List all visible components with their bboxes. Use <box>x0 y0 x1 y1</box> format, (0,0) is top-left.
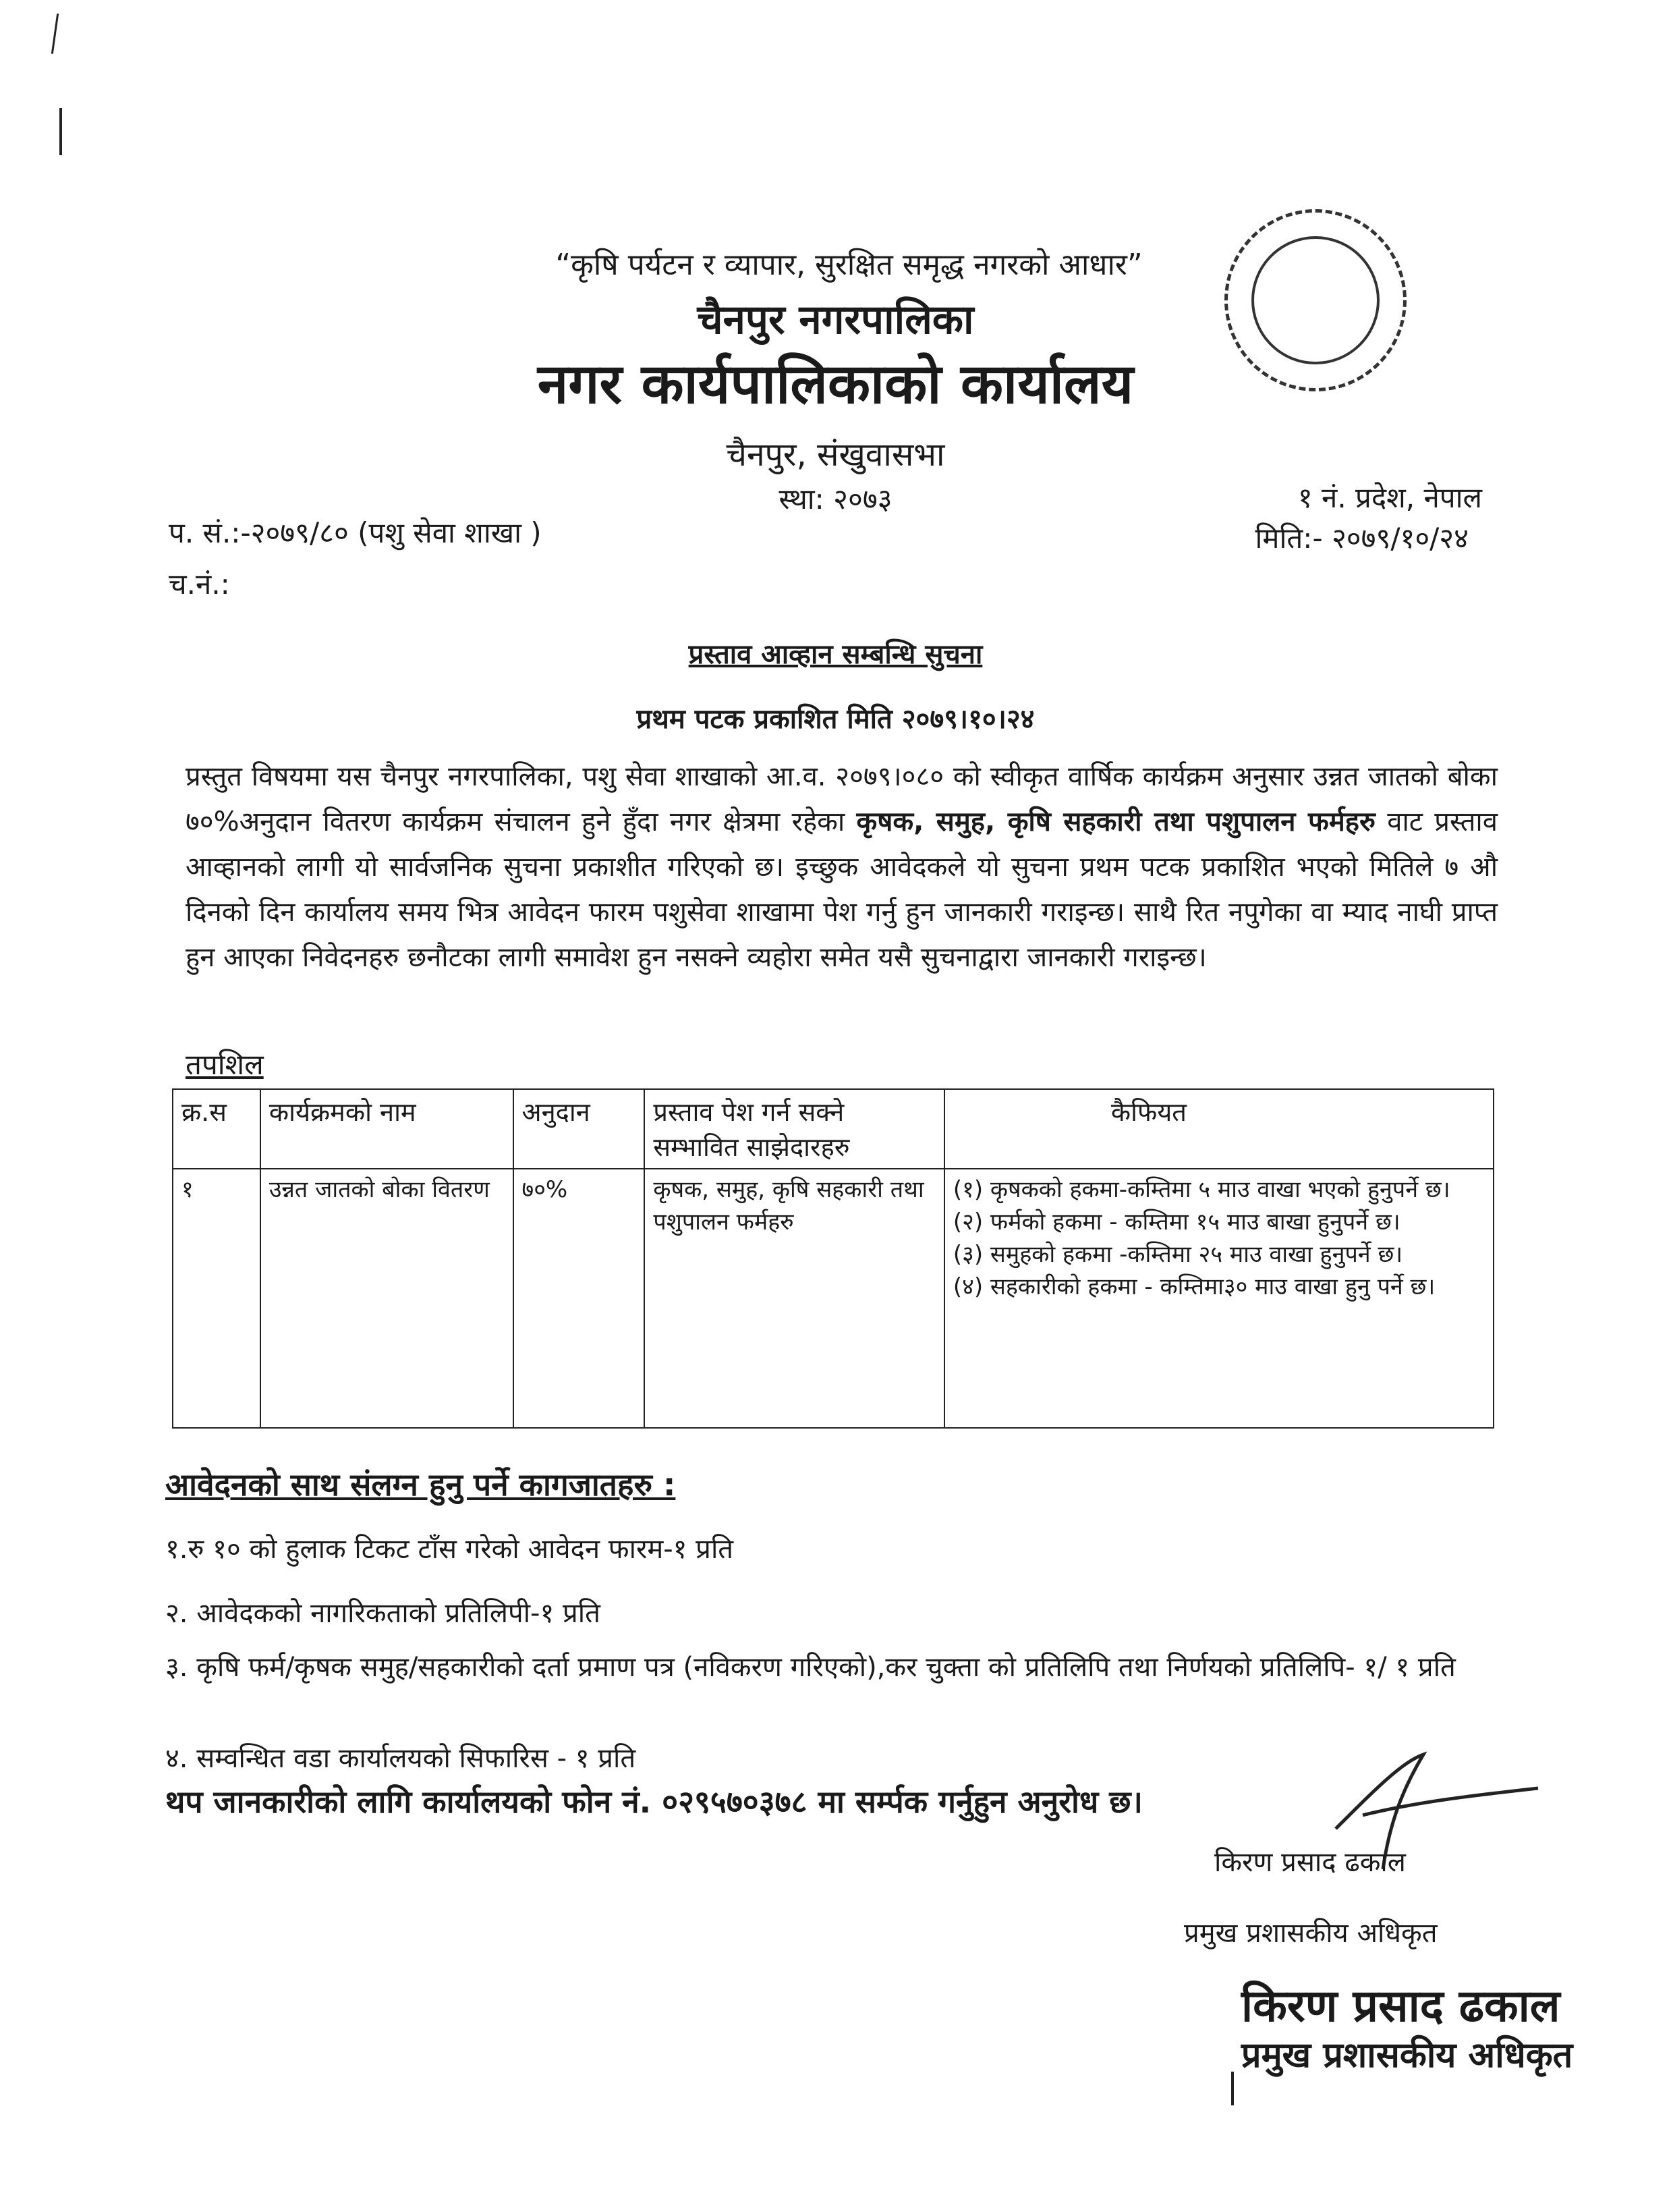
letter-number: प. सं.:-२०७९/८० (पशु सेवा शाखा ) <box>169 516 542 549</box>
cell-grant: ७०% <box>513 1169 645 1428</box>
contact-line: थप जानकारीको लागि कार्यालयको फोन नं. ०२९५७०३७८ मा सर्म्पक गर्नुहुन अनुरोध छ। <box>165 1784 1143 1820</box>
province: १ नं. प्रदेश, नेपाल <box>1297 481 1482 514</box>
remark-line: (२) फर्मको हकमा - कम्तिमा १५ माउ बाखा हुनुपर्ने छ। <box>953 1209 1400 1236</box>
date: मिति:- २०७९/१०/२४ <box>1255 522 1469 555</box>
org-name: चैनपुर नगरपालिका <box>697 296 974 343</box>
stamp-name: किरण प्रसाद ढकाल <box>1241 1980 1560 2032</box>
cell-sn: १ <box>173 1169 260 1428</box>
scan-mark <box>51 13 59 54</box>
cell-remarks <box>944 1169 1494 1428</box>
stamp-post: प्रमुख प्रशासकीय अधिकृत <box>1241 2035 1573 2076</box>
document-item: ४. सम्वन्धित वडा कार्यालयको सिफारिस - १ प्रति <box>165 1743 636 1774</box>
col-header-remarks: कैफियत <box>944 1089 1494 1169</box>
col-header-grant: अनुदान <box>513 1089 645 1169</box>
remark-line: (१) कृषकको हकमा-कम्तिमा ५ माउ वाखा भएको हुनुपर्ने छ। <box>953 1176 1450 1203</box>
dispatch-number: च.नं.: <box>169 568 230 601</box>
col-header-sn: क्र.स <box>173 1089 260 1169</box>
notice-body <box>186 754 1498 980</box>
details-label: तपशिल <box>186 1048 264 1081</box>
col-header-program: कार्यक्रमको नाम <box>260 1089 513 1169</box>
signatory-post: प्रमुख प्रशासकीय अधिकृत <box>1184 1918 1438 1949</box>
table-header-row <box>173 1089 1494 1169</box>
remark-line: (३) समुहको हकमा -कम्तिमा २५ माउ वाखा हुनुपर्ने छ। <box>953 1241 1403 1268</box>
document-item: १.रु १० को हुलाक टिकट टाँस गरेको आवेदन फारम-१ प्रति <box>165 1534 734 1565</box>
office-name: नगर कार्यपालिकाको कार्यालय <box>537 352 1134 416</box>
notice-subject: प्रस्ताव आव्हान सम्बन्धि सुचना <box>688 639 983 670</box>
cell-partners: कृषक, समुह, कृषि सहकारी तथा पशुपालन फर्महरु <box>644 1169 944 1428</box>
document-item: ३. कृषि फर्म/कृषक समुह/सहकारीको दर्ता प्रमाण पत्र (नविकरण गरिएको),कर चुक्ता को प्रतिलिपि तथा निर्णयको प्रतिलिपि- १/ १ प्रति <box>165 1652 1456 1683</box>
address: चैनपुर, संखुवासभा <box>726 436 945 474</box>
table-row <box>173 1169 1494 1428</box>
notice-body-part-a: प्रस्तुत विषयमा यस चैनपुर नगरपालिका, पशु सेवा शाखाको आ.व. २०७९।०८० को स्वीकृत वार्षिक कार्यक्रम अनुसार उन्नत जातको बोका ७०%अनुदान वितरण कार्यक्रम संचालन हुने हुँदा नगर क्षेत्रमा रहेका <box>186 761 1498 837</box>
col-header-partners: प्रस्ताव पेश गर्न सक्ने सम्भावित साझेदारहरु <box>644 1089 944 1169</box>
document-item: २. आवेदकको नागरिकताको प्रतिलिपी-१ प्रति <box>165 1598 600 1629</box>
published-date: प्रथम पटक प्रकाशित मिति २०७९।१०।२४ <box>636 704 1035 735</box>
scan-mark <box>1231 2072 1234 2105</box>
scan-mark <box>59 108 62 155</box>
notice-body-part-b: वाट प्रस्ताव आव्हानको लागी यो सार्वजनिक सुचना प्रकाशीत गरिएको छ। इच्छुक आवेदकले यो सुचना प्रथम पटक प्रकाशित भएको मितिले ७ औ दिनको दिन कार्यालय समय भित्र आवेदन फारम पशुसेवा शाखामा पेश गर्नु हुन जानकारी गराइन्छ। साथै रित नपुगेका वा म्याद नाघी प्राप्त हुन आएका निवेदनहरु छनौटका लागी समावेश हुन नसक्ने व्यहोरा समेत यसै सुचनाद्वारा जानकारी गराइन्छ। <box>186 806 1498 973</box>
signatory-name: किरण प्रसाद ढकाल <box>1214 1847 1406 1878</box>
cell-program: उन्नत जातको बोका वितरण <box>260 1169 513 1428</box>
documents-heading: आवेदनको साथ संलग्न हुनु पर्ने कागजातहरु : <box>165 1466 676 1503</box>
remark-line: (४) सहकारीको हकमा - कम्तिमा३० माउ वाखा हुनु पर्ने छ। <box>953 1273 1436 1300</box>
program-table <box>172 1088 1494 1429</box>
motto: “कृषि पर्यटन र व्यापार, सुरक्षित समृद्ध नगरको आधार” <box>555 248 1143 282</box>
notice-body-bold: कृषक, समुह, कृषि सहकारी तथा पशुपालन फर्महरु <box>856 806 1376 837</box>
established: स्था: २०७३ <box>778 482 893 516</box>
